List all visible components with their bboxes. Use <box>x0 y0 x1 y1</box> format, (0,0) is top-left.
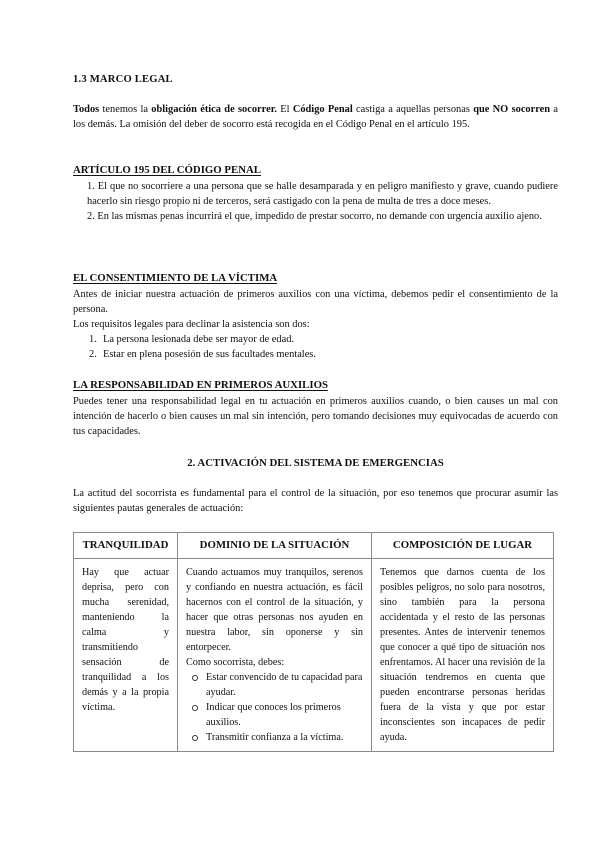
table-header-row <box>74 533 554 559</box>
activacion-intro-paragraph: La actitud del socorrista es fundamental para el control de la situación, por eso tenemos que procurar asumir las siguientes pautas generales de actuación: <box>73 488 558 514</box>
cell-composicion: Tenemos que darnos cuenta de los posibles peligros, no solo para nosotros, sino también para la persona accidentada y el resto de las personas presentes. Antes de intervenir tenemos que conocer a qué tipo de situación nos enfrentamos. Al hacer una revisión de la situación tendremos en cuenta que pueden encontrarse personas heridas fuera de la vista y que por estar inconscientes son incapaces de pedir ayuda. <box>372 559 554 752</box>
marco-legal-paragraph <box>73 102 558 132</box>
requisitos-list <box>73 332 558 362</box>
list-text: Estar en plena posesión de sus facultades mentales. <box>103 349 316 360</box>
list-item <box>73 347 558 362</box>
list-item: Indicar que conoces los primeros auxilios. <box>186 700 363 730</box>
articulo-195-items <box>73 179 558 224</box>
section-heading-marco-legal: 1.3 MARCO LEGAL <box>73 74 173 85</box>
requisitos-paragraph: Los requisitos legales para declinar la asistencia son dos: <box>73 319 310 330</box>
list-item <box>73 332 558 347</box>
table-header-tranquilidad: TRANQUILIDAD <box>74 533 178 559</box>
consentimiento-body <box>73 287 558 362</box>
heading-consentimiento: EL CONSENTIMIENTO DE LA VÍCTIMA <box>73 272 278 284</box>
pautas-table <box>73 532 554 752</box>
text-span: a los demás. La omisión del deber de socorro está recogida en el Código Penal en el artículo 195. <box>73 104 558 130</box>
table-row <box>74 559 554 752</box>
heading-responsabilidad: LA RESPONSABILIDAD EN PRIMEROS AUXILIOS <box>73 379 328 391</box>
cell-dominio <box>178 559 372 752</box>
list-number: 1. <box>89 334 97 345</box>
articulo-item-1: 1. El que no socorriere a una persona que se halle desamparada y en peligro manifiesto y grave, cuando pudiere hacerlo sin riesgo propio ni de terceros, será castigado con la pena de multa de tres a doce meses. <box>87 181 558 207</box>
table-header-composicion: COMPOSICIÓN DE LUGAR <box>372 533 554 559</box>
text-bold-codigo-penal: Código Penal <box>292 104 353 115</box>
heading-articulo-195: ARTÍCULO 195 DEL CÓDIGO PENAL <box>73 164 261 176</box>
responsabilidad-paragraph: Puedes tener una responsabilidad legal en tu actuación en primeros auxilios cuando, o bien causes un mal con intención de hacerlo o bien causes un mal sin intención, pero tomando decisiones muy equivocadas de acuerdo con tus capacidades. <box>73 396 558 437</box>
list-item: Estar convencido de tu capacidad para ayudar. <box>186 670 363 700</box>
text-bold-que-no-socorren: que NO socorren <box>473 104 551 115</box>
consentimiento-paragraph: Antes de iniciar nuestra actuación de primeros auxilios con una víctima, debemos pedir el consentimiento de la persona. <box>73 289 558 315</box>
list-text: La persona lesionada debe ser mayor de edad. <box>103 334 294 345</box>
text-bold-obligacion: obligación ética de socorrer. <box>151 104 277 115</box>
articulo-item-2: 2. En las mismas penas incurrirá el que, impedido de prestar socorro, no demande con urgencia auxilio ajeno. <box>87 211 542 222</box>
cell-tranquilidad: Hay que actuar deprisa, pero con mucha serenidad, manteniendo la calma y transmitiendo sensación de tranquilidad a los demás y a la propia víctima. <box>74 559 178 752</box>
list-item: Transmitir confianza a la víctima. <box>186 730 363 745</box>
section-heading-activacion: 2. ACTIVACIÓN DEL SISTEMA DE EMERGENCIAS <box>187 457 444 469</box>
text-span: El <box>276 104 293 115</box>
dominio-paragraph: Cuando actuamos muy tranquilos, serenos y confiando en nuestra actuación, es fácil hacernos con el control de la situación, y hacer que otras personas nos ayuden en nuestra labor, sin oponerse y sin entorpecer. <box>186 567 363 653</box>
dominio-list <box>186 670 363 745</box>
table-header-dominio: DOMINIO DE LA SITUACIÓN <box>178 533 372 559</box>
text-span: castiga a aquellas personas <box>352 104 474 115</box>
text-span: tenemos la <box>99 104 152 115</box>
list-number: 2. <box>89 349 97 360</box>
text-bold-todos: Todos <box>73 104 100 115</box>
dominio-como-socorrista: Como socorrista, debes: <box>186 657 285 668</box>
